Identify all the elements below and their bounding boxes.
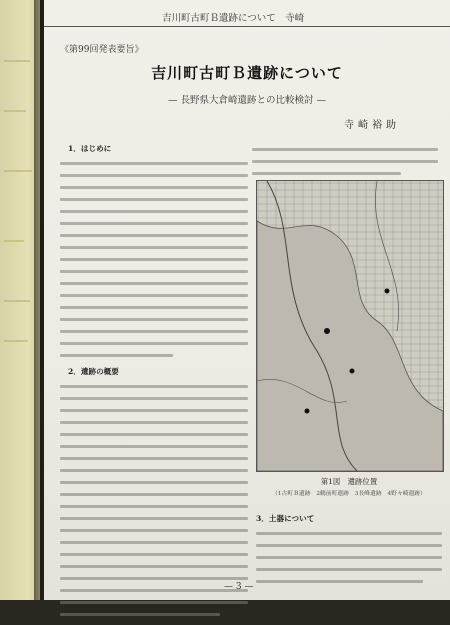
site-marker-3 — [305, 409, 310, 414]
figure-caption: 第1図 遺跡位置 — [320, 477, 378, 486]
intro-heading: 1．はじめに — [68, 144, 112, 153]
page-number: — 3 — — [224, 582, 254, 592]
pottery-heading: 3．土器について — [256, 514, 315, 523]
map-drawing — [257, 181, 443, 471]
header-rule — [44, 26, 450, 27]
overview-heading: 2．遺跡の概要 — [68, 367, 119, 376]
site-marker-4 — [385, 289, 390, 294]
right-text-column-top — [252, 148, 438, 184]
running-header: 吉川町古町Ｂ遺跡について 寺崎 — [162, 13, 305, 24]
left-text-column — [60, 140, 248, 625]
journal-page — [44, 0, 450, 600]
article-title: 吉川町古町Ｂ遺跡について — [151, 64, 343, 82]
site-marker-1 — [324, 328, 330, 334]
article-subtitle: — 長野県大倉崎遺跡との比較検討 — — [167, 95, 327, 106]
section-tag: 《第99回発表要旨》 — [60, 45, 144, 55]
site-marker-2 — [350, 369, 355, 374]
author-name: 寺崎裕助 — [344, 120, 400, 131]
right-text-column-bottom — [256, 510, 442, 592]
site-location-map — [256, 180, 444, 472]
figure-legend: （1古町Ｂ遺跡 2鶴前町遺跡 3長峰遺跡 4野々崎遺跡） — [272, 491, 426, 497]
